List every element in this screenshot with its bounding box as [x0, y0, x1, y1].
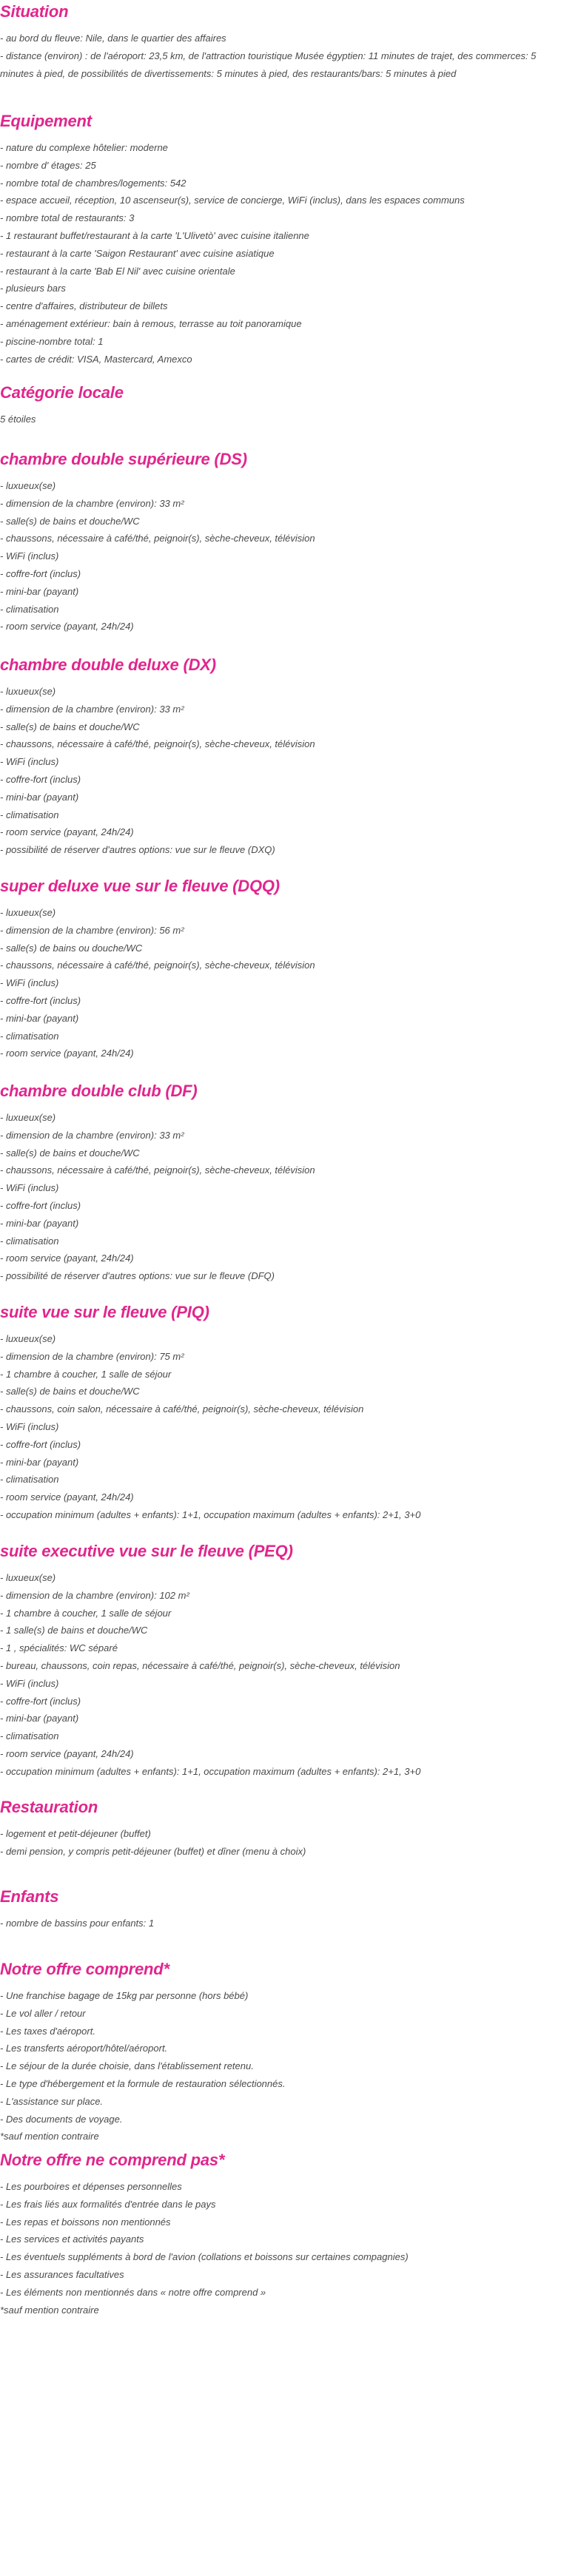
section-enfants [0, 1887, 557, 1932]
list-item: - salle(s) de bains et douche/WC [0, 721, 140, 732]
list-item: - WiFi (inclus) [0, 1420, 59, 1432]
list-item: - salle(s) de bains et douche/WC [0, 515, 140, 527]
list-item: - salle(s) de bains ou douche/WC [0, 942, 143, 954]
section-equipement [0, 111, 557, 368]
list-item: - Les pourboires et dépenses personnelles [0, 2181, 182, 2192]
list-item: - chaussons, nécessaire à café/thé, peignoir(s), sèche-cheveux, télévision [0, 1164, 315, 1176]
list-item: - nature du complexe hôtelier: moderne [0, 142, 168, 153]
list-item: - luxueux(se) [0, 1112, 56, 1123]
list-item: - WiFi (inclus) [0, 1677, 59, 1689]
list-item: - climatisation [0, 1474, 59, 1486]
list-item: - dimension de la chambre (environ): 75 m² [0, 1350, 184, 1362]
list-item: - L'assistance sur place. [0, 2095, 104, 2107]
section-title: chambre double supérieure (DS) [0, 450, 247, 468]
list-item: - 1 , spécialités: WC séparé [0, 1642, 118, 1654]
list-item: - WiFi (inclus) [0, 756, 59, 768]
section-body [0, 1987, 557, 2145]
section-title: chambre double deluxe (DX) [0, 655, 216, 674]
list-item: - chaussons, nécessaire à café/thé, peignoir(s), sèche-cheveux, télévision [0, 533, 315, 544]
section-title: Catégorie locale [0, 383, 124, 402]
list-item: - dimension de la chambre (environ): 56 m² [0, 924, 184, 936]
list-item: - occupation minimum (adultes + enfants): 1+1, occupation maximum (adultes + enfants): 2+1, 3+0 [0, 1765, 421, 1777]
list-item: - restaurant à la carte 'Bab El Nil' avec cuisine orientale [0, 265, 235, 277]
section-paragraph: - au bord du fleuve: Nile, dans le quartier des affaires - distance (environ) : de l'aéroport: 23,5 km, de l'attraction touristique Musée égyptien: 11 minutes de trajet, des commerces: 5 minutes à pied, de possibilités de divertissements: 5 minutes à pied, des restaurants/bars: 5 minutes à pied [0, 33, 537, 79]
list-item: - mini-bar (payant) [0, 791, 79, 803]
section-body [0, 683, 557, 859]
list-item: - Le séjour de la durée choisie, dans l'établissement retenu. [0, 2060, 254, 2072]
list-item: - dimension de la chambre (environ): 33 m² [0, 497, 184, 509]
section-title: Restauration [0, 1798, 98, 1816]
section-title: Notre offre comprend* [0, 1960, 169, 1978]
list-item: - Les frais liés aux formalités d'entrée dans le pays [0, 2198, 216, 2210]
list-item: - 1 restaurant buffet/restaurant à la carte 'L'Ulivetò' avec cuisine italienne [0, 229, 309, 241]
list-item: - Les éléments non mentionnés dans « notre offre comprend » [0, 2286, 266, 2298]
section-title: suite vue sur le fleuve (PIQ) [0, 1303, 209, 1321]
list-item: - Les taxes d'aéroport. [0, 2025, 95, 2037]
section-ds [0, 449, 557, 635]
section-situation [0, 1, 557, 83]
list-item: - nombre de bassins pour enfants: 1 [0, 1918, 155, 1929]
section-ne-comprend [0, 2150, 557, 2319]
list-item: - Une franchise bagage de 15kg par personne (hors bébé) [0, 1990, 249, 2001]
list-item: - centre d'affaires, distributeur de billets [0, 300, 168, 312]
list-item: - climatisation [0, 809, 59, 820]
list-item: - coffre-fort (inclus) [0, 567, 81, 579]
list-item: - chaussons, nécessaire à café/thé, peignoir(s), sèche-cheveux, télévision [0, 738, 315, 750]
list-item: - room service (payant, 24h/24) [0, 826, 134, 838]
section-peq [0, 1541, 557, 1781]
list-item: *sauf mention contraire [0, 2131, 99, 2142]
list-item: - luxueux(se) [0, 1333, 56, 1344]
list-item: - climatisation [0, 603, 59, 615]
list-item: - salle(s) de bains et douche/WC [0, 1386, 140, 1397]
list-item: - bureau, chaussons, coin repas, nécessaire à café/thé, peignoir(s), sèche-cheveux, télévision [0, 1659, 400, 1671]
list-item: - luxueux(se) [0, 686, 56, 697]
list-item: - Le type d'hébergement et la formule de restauration sélectionnés. [0, 2077, 286, 2089]
list-item: - luxueux(se) [0, 480, 56, 491]
section-dx [0, 655, 557, 859]
list-item: - dimension de la chambre (environ): 33 m² [0, 703, 184, 715]
list-item: - climatisation [0, 1030, 59, 1042]
list-item: - 1 salle(s) de bains et douche/WC [0, 1625, 148, 1636]
list-item: - WiFi (inclus) [0, 977, 59, 989]
list-item: - mini-bar (payant) [0, 585, 79, 597]
list-item: - luxueux(se) [0, 907, 56, 918]
list-item: - plusieurs bars [0, 283, 66, 294]
list-item: - salle(s) de bains et douche/WC [0, 1147, 140, 1159]
list-item: - coffre-fort (inclus) [0, 1695, 81, 1707]
list-item: 5 étoiles [0, 414, 36, 425]
list-item: - espace accueil, réception, 10 ascenseur(s), service de concierge, WiFi (inclus), dans les espaces communs [0, 195, 465, 206]
list-item: - Des documents de voyage. [0, 2113, 123, 2125]
section-title: Enfants [0, 1887, 59, 1906]
section-piq [0, 1302, 557, 1524]
list-item: - Les transferts aéroport/hôtel/aéroport. [0, 2043, 168, 2054]
section-df [0, 1081, 557, 1285]
list-item: - restaurant à la carte 'Saigon Restaurant' avec cuisine asiatique [0, 247, 275, 259]
section-restauration [0, 1797, 557, 1861]
list-item: - dimension de la chambre (environ): 102 m² [0, 1589, 189, 1601]
list-item: - possibilité de réserver d'autres options: vue sur le fleuve (DXQ) [0, 844, 275, 856]
list-item: - coffre-fort (inclus) [0, 773, 81, 785]
section-title: super deluxe vue sur le fleuve (DQQ) [0, 877, 280, 895]
list-item: - dimension de la chambre (environ): 33 m² [0, 1129, 184, 1141]
list-item: *sauf mention contraire [0, 2304, 99, 2316]
list-item: - 1 chambre à coucher, 1 salle de séjour [0, 1368, 172, 1380]
list-item: - room service (payant, 24h/24) [0, 1048, 134, 1059]
list-item: - nombre d' étages: 25 [0, 159, 96, 171]
list-item: - climatisation [0, 1730, 59, 1742]
list-item: - cartes de crédit: VISA, Mastercard, Amexco [0, 353, 192, 365]
list-item: - Les assurances facultatives [0, 2268, 124, 2280]
section-body [0, 1569, 557, 1781]
list-item: - coffre-fort (inclus) [0, 1438, 81, 1450]
section-title: Notre offre ne comprend pas* [0, 2151, 225, 2169]
section-title: Situation [0, 2, 69, 21]
section-body [0, 1109, 557, 1285]
section-body [0, 1915, 557, 1932]
section-dqq [0, 876, 557, 1062]
list-item: - mini-bar (payant) [0, 1713, 79, 1724]
list-item: - possibilité de réserver d'autres options: vue sur le fleuve (DFQ) [0, 1270, 275, 1282]
list-item: - room service (payant, 24h/24) [0, 621, 134, 633]
section-body [0, 411, 557, 428]
list-item: - Le vol aller / retour [0, 2007, 86, 2019]
section-body [0, 30, 557, 83]
list-item: - WiFi (inclus) [0, 1182, 59, 1194]
section-title: Equipement [0, 112, 92, 130]
list-item: - WiFi (inclus) [0, 550, 59, 562]
list-item: - climatisation [0, 1235, 59, 1247]
list-item: - nombre total de restaurants: 3 [0, 212, 135, 224]
list-item: - coffre-fort (inclus) [0, 1199, 81, 1211]
list-item: - 1 chambre à coucher, 1 salle de séjour [0, 1607, 172, 1619]
list-item: - piscine-nombre total: 1 [0, 335, 104, 347]
section-title: suite executive vue sur le fleuve (PEQ) [0, 1542, 293, 1560]
list-item: - aménagement extérieur: bain à remous, terrasse au toit panoramique [0, 317, 302, 329]
list-item: - luxueux(se) [0, 1572, 56, 1583]
section-body [0, 477, 557, 635]
list-item: - mini-bar (payant) [0, 1217, 79, 1229]
section-body [0, 1825, 557, 1861]
section-body [0, 139, 557, 368]
list-item: - room service (payant, 24h/24) [0, 1747, 134, 1759]
list-item: - logement et petit-déjeuner (buffet) [0, 1828, 151, 1839]
list-item: - chaussons, nécessaire à café/thé, peignoir(s), sèche-cheveux, télévision [0, 960, 315, 971]
section-categorie [0, 382, 557, 428]
list-item: - demi pension, y compris petit-déjeuner (buffet) et dîner (menu à choix) [0, 1845, 306, 1857]
list-item: - mini-bar (payant) [0, 1012, 79, 1024]
list-item: - coffre-fort (inclus) [0, 994, 81, 1006]
list-item: - occupation minimum (adultes + enfants): 1+1, occupation maximum (adultes + enfants): 2+1, 3+0 [0, 1508, 421, 1520]
section-body [0, 2178, 557, 2319]
section-title: chambre double club (DF) [0, 1082, 198, 1100]
list-item: - room service (payant, 24h/24) [0, 1491, 134, 1503]
list-item: - Les éventuels suppléments à bord de l'avion (collations et boissons sur certaines compagnies) [0, 2251, 409, 2263]
list-item: - room service (payant, 24h/24) [0, 1252, 134, 1264]
section-body [0, 904, 557, 1062]
list-item: - mini-bar (payant) [0, 1456, 79, 1468]
list-item: - Les services et activités payants [0, 2233, 144, 2245]
list-item: - Les repas et boissons non mentionnés [0, 2216, 171, 2228]
section-body [0, 1330, 557, 1524]
list-item: - nombre total de chambres/logements: 542 [0, 177, 187, 189]
list-item: - chaussons, coin salon, nécessaire à café/thé, peignoir(s), sèche-cheveux, télévision [0, 1403, 364, 1415]
section-comprend [0, 1959, 557, 2145]
